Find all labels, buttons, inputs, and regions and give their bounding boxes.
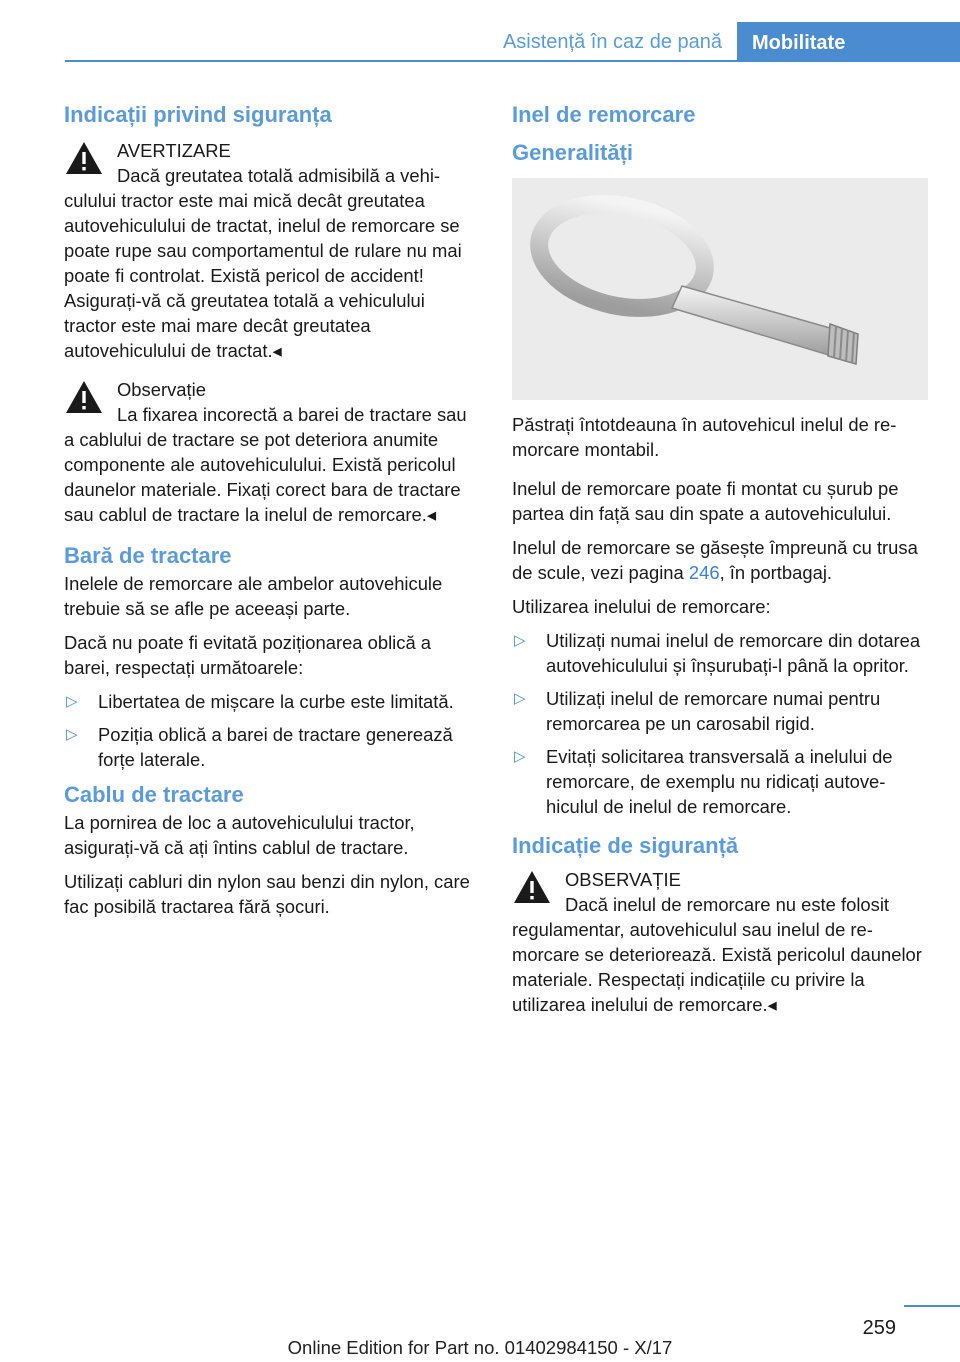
list-marker-icon: ▷ bbox=[66, 693, 78, 710]
list-item bbox=[64, 689, 479, 714]
right-column bbox=[512, 100, 927, 1031]
list-item-text: Libertatea de mișcare la curbe este limitată. bbox=[98, 691, 454, 712]
page-number: 259 bbox=[862, 1317, 896, 1339]
warning-text: Dacă greutatea totală admisibilă a vehiculului tractor este mai mică decât greutatea autovehiculului de tractat, inelul de remorcare se poate rupe sau comportamentul de rulare nu mai poate fi controlat. Există pericol de accident! Asigurați-vă că greutatea totală a vehiculului tractor este mai mare decât greutatea autovehiculului de tractat.◂ bbox=[64, 165, 462, 361]
note-text: La fixarea incorectă a barei de tractare sau a cablului de tractare se pot deteriora anumite componente ale autovehiculului. Există pericolul daunelor materiale. Fixați corect bara de tractare sau cablul de tractare la inelul de remorcare.◂ bbox=[64, 404, 467, 525]
note-label: Observație bbox=[117, 379, 206, 400]
cable-paragraph: La pornirea de loc a autovehiculului tractor, asigurați-vă că ați întins cablul de tractare. bbox=[64, 812, 415, 858]
text: , în portbagaj. bbox=[719, 562, 833, 583]
list-marker-icon: ▷ bbox=[514, 632, 526, 649]
list-item bbox=[512, 686, 927, 736]
ring-usage-list bbox=[512, 628, 927, 819]
list-item bbox=[512, 628, 927, 678]
warning-icon bbox=[64, 140, 104, 176]
safety-indication-heading: Indicație de siguranță bbox=[512, 833, 739, 858]
cable-paragraph: Utilizați cabluri din nylon sau benzi din nylon, care fac posibilă tractarea fără șocuri. bbox=[64, 871, 470, 917]
list-item-text: Poziția oblică a barei de tractare generează forțe laterale. bbox=[98, 724, 453, 770]
footer-rule bbox=[904, 1305, 960, 1307]
note-text: Dacă inelul de remorcare nu este folosit regulamentar, autovehiculul sau inelul de remorcare se deteriorează. Există pericolul daunelor materiale. Respectați indicațiile cu privire la utilizarea inelului de remorcare.◂ bbox=[512, 894, 922, 1015]
bar-paragraph: Inelele de remorcare ale ambelor autovehicule trebuie să se afle pe aceeași parte. bbox=[64, 573, 443, 619]
list-item-text: Evitați solicitarea transversală a inelului de remorcare, de exemplu nu ridicați autovehiculul de inelul de remorcare. bbox=[546, 746, 893, 817]
bar-list bbox=[64, 689, 479, 772]
tow-ring-illustration bbox=[512, 178, 928, 400]
ring-paragraph: Inelul de remorcare poate fi montat cu șurub pe partea din față sau din spate a autovehiculului. bbox=[512, 478, 899, 524]
safety-heading: Indicații privind siguranța bbox=[64, 102, 332, 127]
ring-heading: Inel de remorcare bbox=[512, 102, 696, 127]
list-item bbox=[512, 744, 927, 819]
bar-paragraph: Dacă nu poate fi evitată poziționarea oblică a barei, respectați următoarele: bbox=[64, 632, 432, 678]
warning-icon bbox=[512, 869, 552, 905]
header-section-title: Asistență în caz de pană bbox=[502, 31, 722, 53]
edition-footer: Online Edition for Part no. 01402984150 - X/17 bbox=[287, 1337, 673, 1358]
header-chapter-tab: Mobilitate bbox=[737, 22, 960, 62]
ring-paragraph: Păstrați întotdeauna în autovehicul inelul de remorcare montabil. bbox=[512, 414, 897, 460]
warning-block bbox=[64, 138, 479, 363]
list-item-text: Utilizați numai inelul de remorcare din dotarea autovehiculului și înșurubați-l până la opritor. bbox=[546, 630, 921, 676]
warning-label: AVERTIZARE bbox=[117, 140, 231, 161]
list-item-text: Utilizați inelul de remorcare numai pentru remorcarea pe un carosabil rigid. bbox=[546, 688, 881, 734]
list-marker-icon: ▷ bbox=[514, 748, 526, 765]
warning-icon bbox=[64, 379, 104, 415]
note-label: OBSERVAȚIE bbox=[565, 869, 681, 890]
page-link[interactable]: 246 bbox=[688, 562, 720, 583]
note-block bbox=[512, 867, 927, 1017]
note-block bbox=[64, 377, 479, 527]
left-column bbox=[64, 100, 479, 928]
cable-heading: Cablu de tractare bbox=[64, 782, 244, 807]
ring-paragraph: Utilizarea inelului de remorcare: bbox=[512, 596, 771, 617]
ring-paragraph-with-link bbox=[512, 535, 927, 585]
bar-heading: Bară de tractare bbox=[64, 543, 232, 568]
list-marker-icon: ▷ bbox=[514, 690, 526, 707]
list-marker-icon: ▷ bbox=[66, 726, 78, 743]
text: Inelul de remorcare se găsește împreună cu trusa de scule, vezi pagina bbox=[512, 537, 918, 583]
list-item bbox=[64, 722, 479, 772]
header-rule bbox=[65, 60, 960, 62]
general-heading: Generalități bbox=[512, 140, 634, 165]
